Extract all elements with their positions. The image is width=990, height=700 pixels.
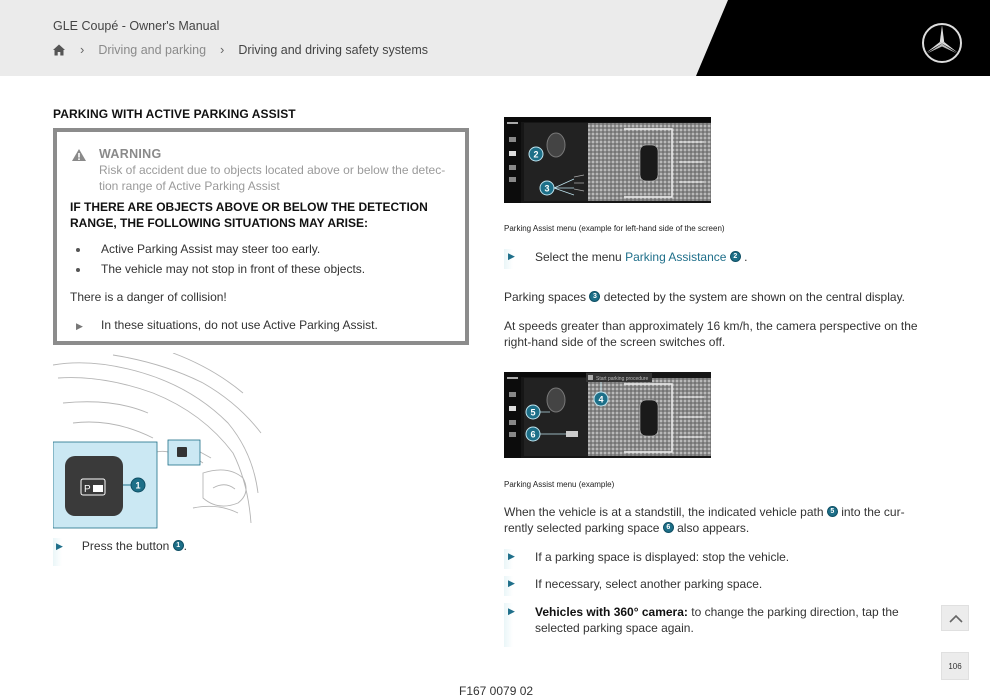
camera-step bbox=[535, 604, 915, 636]
figure-code: F167 0079 02 bbox=[459, 684, 534, 698]
warning-danger-text: There is a danger of collision! bbox=[70, 290, 227, 304]
arrow-right-icon: ▶ bbox=[508, 578, 515, 588]
warning-triangle-icon bbox=[71, 148, 87, 162]
callout-badge: 1 bbox=[173, 540, 184, 551]
warning-bullet-list bbox=[70, 242, 365, 281]
page-number: 106 bbox=[948, 662, 962, 671]
bullet-icon bbox=[76, 268, 80, 272]
callout-2: 2 bbox=[533, 149, 539, 160]
arrow-right-icon: ▶ bbox=[56, 541, 63, 551]
callout-1: 1 bbox=[135, 480, 141, 491]
warning-box bbox=[53, 128, 469, 345]
breadcrumb bbox=[52, 42, 428, 57]
bullet-text: The vehicle may not stop in front of these objects. bbox=[101, 261, 366, 276]
speed-paragraph: At speeds greater than approximately 16 km/h, the camera perspective on the right-hand side of the screen switches off. bbox=[504, 319, 918, 349]
parking-assist-screen-1 bbox=[504, 117, 711, 203]
step-text: Select the menu bbox=[535, 250, 622, 264]
paragraph-text: detected by the system are shown on the central display. bbox=[603, 290, 906, 304]
chevron-up-icon bbox=[942, 606, 970, 632]
paragraph-text: Parking spaces bbox=[504, 290, 587, 304]
arrow-right-icon: ▶ bbox=[508, 551, 515, 561]
paragraph-text: When the vehicle is at a standstill, the indicated vehicle path bbox=[504, 505, 824, 519]
select-menu-step bbox=[535, 249, 915, 265]
camera-step-bold: Vehicles with 360° camera: bbox=[535, 605, 688, 619]
chevron-right-icon: › bbox=[80, 42, 85, 57]
paragraph-text: into the cur-rently selected parking space bbox=[504, 505, 905, 535]
page-number-button[interactable] bbox=[941, 652, 969, 680]
step-text: Press the button bbox=[81, 539, 170, 553]
warning-action-text: In these situations, do not use Active Parking Assist. bbox=[101, 318, 378, 332]
arrow-right-icon: ▶ bbox=[508, 606, 515, 616]
bullet-icon bbox=[76, 248, 80, 252]
console-illustration bbox=[53, 353, 268, 531]
header-logo-panel bbox=[0, 0, 990, 76]
list-item bbox=[70, 242, 365, 262]
section-heading: PARKING WITH ACTIVE PARKING ASSIST bbox=[53, 107, 296, 121]
step-suffix: . bbox=[183, 539, 187, 553]
breadcrumb-driving-and-parking[interactable]: Driving and parking bbox=[98, 42, 207, 57]
stop-vehicle-step: If a parking space is displayed: stop the vehicle. bbox=[535, 550, 790, 564]
callout-4: 4 bbox=[598, 394, 604, 405]
parking-assistance-link[interactable]: Parking Assistance bbox=[625, 250, 727, 264]
callout-6: 6 bbox=[530, 429, 536, 440]
camera-step-text: to change the parking direction, tap the selected parking space again. bbox=[535, 605, 899, 635]
svg-text:P: P bbox=[84, 484, 91, 495]
callout-5: 5 bbox=[530, 407, 536, 418]
callout-badge: 6 bbox=[663, 522, 674, 533]
start-parking-banner: Start parking procedure bbox=[596, 376, 649, 382]
breadcrumb-current: Driving and driving safety systems bbox=[238, 42, 429, 57]
parking-assist-screen-2 bbox=[504, 372, 711, 458]
parking-spaces-paragraph bbox=[504, 289, 924, 305]
paragraph-text: also appears. bbox=[677, 521, 750, 535]
warning-action bbox=[70, 318, 378, 332]
callout-badge: 3 bbox=[589, 291, 600, 302]
callout-badge: 5 bbox=[827, 506, 838, 517]
arrow-right-icon: ▶ bbox=[76, 321, 83, 331]
warning-caps-text: IF THERE ARE OBJECTS ABOVE OR BELOW THE DETECTION RANGE, THE FOLLOWING SITUATIONS MAY ARISE: bbox=[70, 200, 428, 230]
callout-badge: 2 bbox=[730, 251, 741, 262]
chevron-right-icon: › bbox=[220, 42, 225, 57]
arrow-right-icon: ▶ bbox=[508, 251, 515, 261]
manual-title: GLE Coupé - Owner's Manual bbox=[53, 19, 220, 33]
select-another-space-step: If necessary, select another parking space. bbox=[535, 577, 763, 591]
warning-label: WARNING bbox=[99, 147, 162, 161]
press-button-step bbox=[53, 539, 353, 553]
figure-caption-1: Parking Assist menu (example for left-hand side of the screen) bbox=[504, 224, 725, 233]
callout-3: 3 bbox=[544, 183, 550, 194]
warning-risk-text: Risk of accident due to objects located above or below the detec-tion range of Active Parking Assist bbox=[99, 163, 446, 193]
bullet-text: Active Parking Assist may steer too early. bbox=[101, 242, 321, 256]
scroll-to-top-button[interactable] bbox=[941, 605, 969, 631]
figure-caption-2: Parking Assist menu (example) bbox=[504, 480, 615, 489]
mercedes-star-icon bbox=[920, 21, 964, 65]
vehicle-path-paragraph bbox=[504, 504, 924, 536]
home-icon[interactable] bbox=[52, 43, 66, 57]
list-item bbox=[70, 262, 365, 282]
step-suffix: . bbox=[744, 250, 748, 264]
